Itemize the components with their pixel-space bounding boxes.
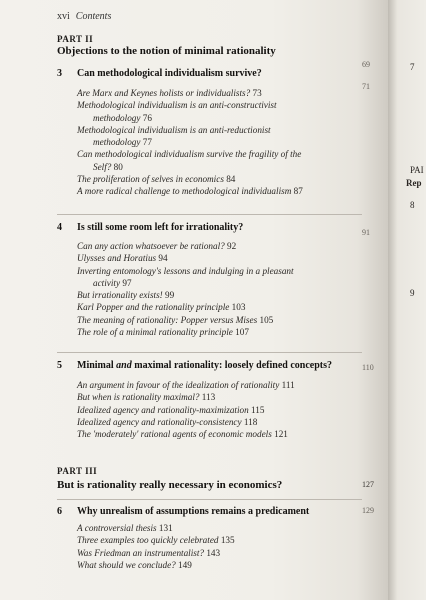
toc-entry: What should we conclude? 149 bbox=[77, 559, 192, 570]
chapter-5-entries bbox=[77, 379, 367, 440]
toc-entry: Idealized agency and rationality-consistency 118 bbox=[77, 416, 258, 427]
running-header bbox=[57, 11, 111, 22]
toc-entry: The proliferation of selves in economics 84 bbox=[77, 174, 236, 185]
toc-entry: Are Marx and Keynes holists or individualists? 73 bbox=[77, 88, 262, 98]
toc-entry: Methodological individualism is an anti-reductionist methodology 77 bbox=[77, 124, 271, 148]
next-page-edge bbox=[388, 0, 426, 600]
running-title: Contents bbox=[75, 11, 112, 22]
toc-entry: Methodological individualism is an anti-constructivist methodology 76 bbox=[77, 100, 277, 123]
part-2-page: 69 bbox=[362, 60, 370, 69]
chapter-3-page: 71 bbox=[362, 82, 370, 91]
chapter-title-text: Is still some room left for irrationality? bbox=[77, 222, 244, 233]
chapter-number: 3 bbox=[57, 68, 62, 79]
next-page-number: 7 bbox=[410, 62, 415, 72]
chapter-6-entries bbox=[77, 522, 367, 571]
part-3-page: 127 bbox=[362, 480, 374, 489]
toc-entry: But irrationality exists! 99 bbox=[77, 290, 175, 301]
toc-entry: Can methodological individualism survive the fragility of the Self? 80 bbox=[77, 149, 302, 172]
chapter-5-page: 110 bbox=[362, 363, 374, 372]
next-page-number: 9 bbox=[410, 288, 415, 298]
part-3-title: But is rationality really necessary in economics? bbox=[57, 479, 283, 491]
chapter-title-text: Why unrealism of assumptions remains a predicament bbox=[77, 506, 310, 517]
toc-entry: Was Friedman an instrumentalist? 143 bbox=[77, 547, 221, 558]
next-page-part-title: Rep bbox=[406, 178, 422, 188]
toc-entry: An argument in favour of the idealization of rationality 111 bbox=[77, 380, 295, 390]
part-3-label: PART III bbox=[57, 466, 98, 476]
chapter-4-page: 91 bbox=[362, 228, 370, 237]
toc-entry: But when is rationality maximal? 113 bbox=[77, 392, 216, 403]
chapter-4-title bbox=[57, 222, 377, 233]
toc-entry: A more radical challenge to methodological individualism 87 bbox=[77, 186, 303, 197]
toc-entry: Three examples too quickly celebrated 135 bbox=[77, 535, 235, 546]
chapter-6-title bbox=[57, 506, 377, 517]
toc-entry: A controversial thesis 131 bbox=[77, 523, 173, 533]
chapter-4-entries bbox=[77, 240, 367, 338]
toc-entry: The meaning of rationality: Popper versus Mises 105 bbox=[77, 314, 274, 325]
next-page-part-label: PAI bbox=[410, 165, 424, 175]
toc-entry: Idealized agency and rationality-maximization 115 bbox=[77, 404, 265, 415]
part-2-label: PART II bbox=[57, 34, 94, 44]
page-number: xvi bbox=[57, 11, 70, 22]
chapter-3-title bbox=[57, 68, 377, 79]
chapter-number: 4 bbox=[57, 222, 62, 233]
toc-entry: Karl Popper and the rationality principle 103 bbox=[77, 302, 246, 313]
divider bbox=[57, 352, 362, 353]
part-2-title: Objections to the notion of minimal rationality bbox=[57, 45, 276, 57]
toc-entry: Inverting entomology's lessons and indulging in a pleasant activity 97 bbox=[77, 265, 294, 288]
chapter-title-text: Can methodological individualism survive? bbox=[77, 68, 262, 79]
chapter-6-page: 129 bbox=[362, 506, 374, 515]
chapter-3-entries bbox=[77, 87, 367, 198]
toc-entry: Ulysses and Horatius 94 bbox=[77, 253, 168, 264]
toc-entry: The role of a minimal rationality principle 107 bbox=[77, 327, 249, 338]
divider bbox=[57, 214, 362, 215]
divider bbox=[57, 499, 362, 500]
toc-entry: The 'moderately' rational agents of economic models 121 bbox=[77, 429, 288, 440]
chapter-number: 6 bbox=[57, 506, 62, 517]
chapter-number: 5 bbox=[57, 360, 62, 371]
toc-entry: Can any action whatsoever be rational? 92 bbox=[77, 241, 237, 251]
next-page-number: 8 bbox=[410, 200, 415, 210]
chapter-5-title: 5 Minimal and maximal rationality: loosely defined concepts? bbox=[57, 360, 332, 371]
